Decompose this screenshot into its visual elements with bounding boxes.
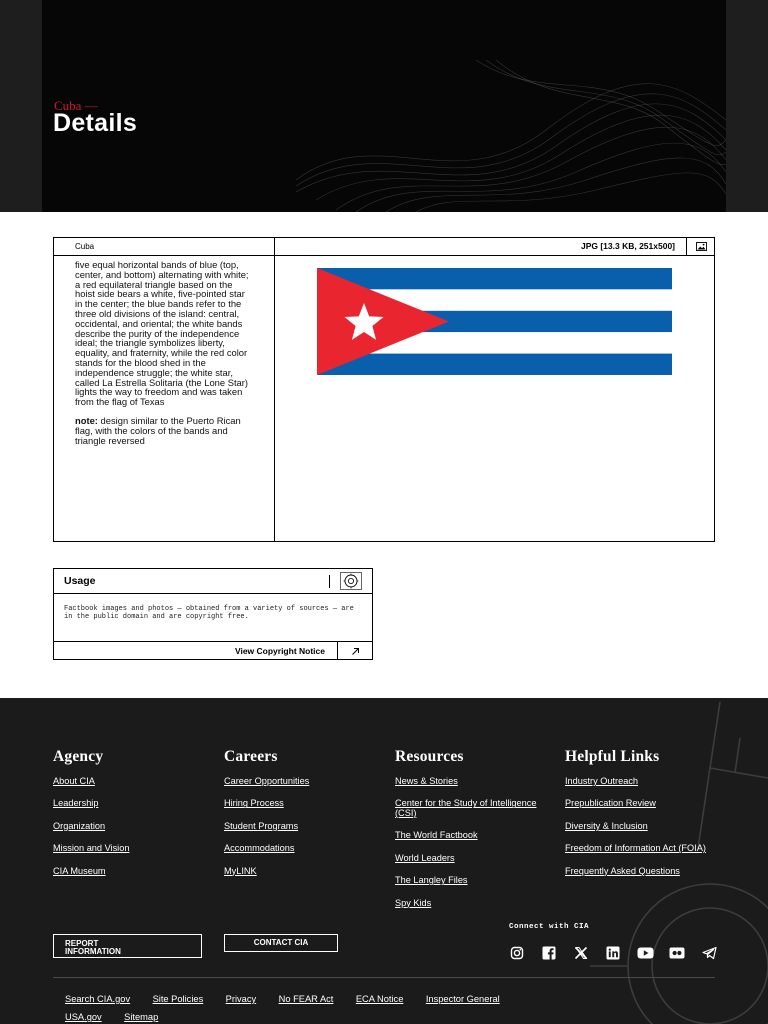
bottom-link-no-fear-act[interactable]: No FEAR Act <box>278 994 334 1004</box>
footer-link[interactable]: Freedom of Information Act (FOIA) <box>565 843 706 854</box>
bottom-link-eca-notice[interactable]: ECA Notice <box>355 994 404 1004</box>
facebook-icon[interactable] <box>539 943 559 963</box>
instagram-icon[interactable] <box>507 943 527 963</box>
telegram-icon[interactable] <box>699 943 719 963</box>
flag-description <box>54 256 275 542</box>
footer-link[interactable]: Hiring Process <box>224 798 284 809</box>
bottom-link-privacy[interactable]: Privacy <box>225 994 257 1004</box>
footer-link[interactable]: Mission and Vision <box>53 843 130 854</box>
main-content <box>0 212 768 698</box>
flag-image-area <box>275 256 715 542</box>
footer-link[interactable]: The World Factbook <box>395 830 478 841</box>
usage-header <box>54 569 372 594</box>
hero-wave-graphic <box>296 60 726 212</box>
footer-link[interactable]: Prepublication Review <box>565 798 656 809</box>
footer-heading-agency: Agency <box>53 748 104 765</box>
footer-link[interactable]: Leadership <box>53 798 99 809</box>
usage-divider <box>329 575 330 588</box>
footer-column-careers <box>224 748 389 889</box>
note-label: note: <box>75 414 98 426</box>
bottom-link-inspector-general[interactable]: Inspector General <box>425 994 500 1004</box>
view-image-button[interactable] <box>686 238 715 256</box>
youtube-icon[interactable] <box>635 943 655 963</box>
usage-footer <box>54 641 372 659</box>
footer-column-helpful-links <box>565 748 730 889</box>
flag-details-card <box>53 237 715 542</box>
footer-link[interactable]: News & Stories <box>395 776 458 786</box>
public-domain-icon <box>340 572 362 590</box>
usage-card <box>53 568 373 660</box>
note-paragraph <box>75 416 254 445</box>
footer-link[interactable]: Student Programs <box>224 820 299 831</box>
footer-link[interactable]: About CIA <box>53 776 95 786</box>
footer-heading-resources: Resources <box>395 748 464 765</box>
description-text: five equal horizontal bands of blue (top, center, and bottom) alternating with white; a red equilateral triangle based on the hoist side bears a white, five-pointed star in the center; the blue bands refer to the three old divisions of the island: central, occidental, and oriental; the white bands describe the purity of the independence ideal; the triangle symbolizes liberty, equality, and fraternity, while the red color stands for the blood shed in the independence struggle; the white star, called La Estrella Solitaria (the Lone Star) lights the way to freedom and was taken from the flag of Texas <box>75 259 249 408</box>
bottom-link-site-policies[interactable]: Site Policies <box>152 994 204 1004</box>
footer-divider <box>53 977 715 978</box>
footer-column-agency <box>53 748 218 889</box>
usage-text: Factbook images and photos — obtained from a variety of sources — are in the public domain and are copyright free. <box>64 605 354 621</box>
bottom-link-usa-gov[interactable]: USA.gov <box>65 1012 102 1022</box>
cuba-flag <box>317 268 672 375</box>
footer-link[interactable]: Organization <box>53 820 106 831</box>
footer-link[interactable]: The Langley Files <box>395 875 468 886</box>
hero-banner <box>42 0 726 212</box>
usage-title: Usage <box>64 575 96 587</box>
footer-link[interactable]: Frequently Asked Questions <box>565 865 680 876</box>
connect-label: Connect with CIA <box>509 923 590 931</box>
footer-link[interactable]: Industry Outreach <box>565 776 639 786</box>
arrow-up-right-icon <box>351 647 360 656</box>
note-text: design similar to the Puerto Rican flag, with the colors of the bands and triangle reversed <box>75 414 241 446</box>
footer-link[interactable]: World Leaders <box>395 852 455 863</box>
site-footer <box>0 698 768 1024</box>
footer-heading-careers: Careers <box>224 748 278 765</box>
bottom-link-sitemap[interactable]: Sitemap <box>124 1012 159 1022</box>
x-icon[interactable] <box>571 943 591 963</box>
copyright-arrow-button[interactable] <box>338 642 372 660</box>
report-information-button[interactable]: REPORT INFORMATION <box>53 934 202 958</box>
footer-link[interactable]: MyLINK <box>224 865 257 876</box>
footer-link[interactable]: Spy Kids <box>395 897 432 908</box>
breadcrumb[interactable]: Cuba — <box>54 98 98 113</box>
footer-link[interactable]: Career Opportunities <box>224 776 310 786</box>
flickr-icon[interactable] <box>667 943 687 963</box>
country-label: Cuba <box>54 238 275 256</box>
footer-link[interactable]: Accommodations <box>224 843 295 854</box>
page-title: Details <box>53 109 138 137</box>
footer-link[interactable]: Diversity & Inclusion <box>565 820 648 831</box>
view-copyright-notice-link[interactable]: View Copyright Notice <box>54 642 338 660</box>
hero-section <box>0 0 768 212</box>
image-icon <box>696 242 707 251</box>
footer-heading-helpful-links: Helpful Links <box>565 748 660 765</box>
footer-link[interactable]: CIA Museum <box>53 865 106 876</box>
bottom-link-search[interactable]: Search CIA.gov <box>65 994 131 1004</box>
footer-column-resources <box>395 748 560 921</box>
linkedin-icon[interactable] <box>603 943 623 963</box>
footer-bottom-links <box>65 989 665 1024</box>
contact-cia-button[interactable]: CONTACT CIA <box>224 934 338 952</box>
footer-link[interactable]: Center for the Study of Intelligence (CSI) <box>395 798 537 818</box>
image-file-info: JPG [13.3 KB, 251x500] <box>275 238 686 256</box>
